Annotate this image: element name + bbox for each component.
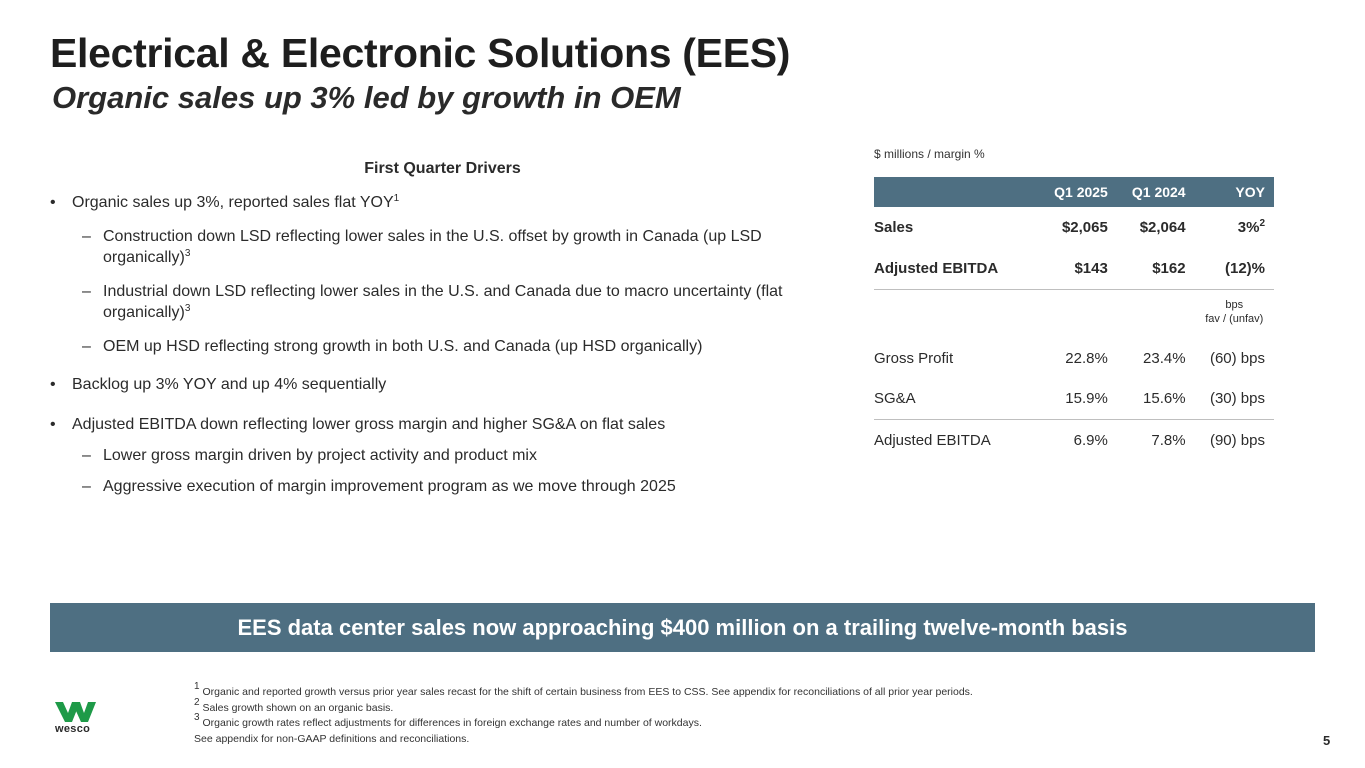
cell-yoy: (90) bps	[1195, 420, 1274, 462]
cell-yoy: (12)%	[1224, 260, 1265, 277]
cell-q1-2025: $2,065	[1061, 219, 1108, 236]
sub-bullet-text: OEM up HSD reflecting strong growth in both U.S. and Canada (up HSD organically)	[103, 338, 703, 355]
footnote-1	[194, 681, 973, 701]
footnote-ref: 1	[393, 193, 400, 204]
footnote-2	[194, 696, 973, 717]
footnote-3	[194, 712, 973, 732]
highlight-banner: EES data center sales now approaching $400 million on a trailing twelve-month basis	[50, 603, 1315, 652]
bullet-backlog	[50, 374, 840, 395]
cell-q1-2025: 15.9%	[1065, 390, 1108, 407]
cell-yoy	[1195, 207, 1274, 248]
empty-cell	[874, 290, 1039, 339]
cell-yoy: (30) bps	[1209, 390, 1265, 407]
cell-q1-2024: 7.8%	[1117, 420, 1195, 462]
footnote-ref: 3	[184, 248, 191, 259]
sub-bullet-oem	[50, 336, 840, 357]
footnote-text: Sales growth shown on an organic basis.	[202, 701, 394, 714]
cell-yoy-value: 3%	[1237, 219, 1260, 236]
cell-q1-2025: 22.8%	[1065, 349, 1108, 367]
bps-label-line2: fav / (unfav)	[1205, 313, 1264, 325]
cell-q1-2024: $2,064	[1139, 219, 1186, 236]
header-cell: Q1 2024	[1117, 177, 1195, 207]
table-row-adjusted-ebitda	[874, 248, 1274, 290]
sub-bullet-text: Aggressive execution of margin improvement program as we move through 2025	[103, 478, 676, 495]
bps-label	[1195, 290, 1274, 339]
wesco-logo-icon	[55, 702, 97, 722]
cell-q1-2024: $162	[1152, 260, 1186, 277]
footnote-number: 3	[194, 712, 200, 723]
row-label: Adjusted EBITDA	[874, 420, 1039, 462]
cell-q1-2025: 6.9%	[1039, 420, 1117, 462]
page-number: 5	[1323, 733, 1331, 748]
sub-bullet-text: Industrial down LSD reflecting lower sales in the U.S. and Canada due to macro uncertainty (flat organically)	[103, 283, 783, 321]
footnote-4: See appendix for non-GAAP definitions and reconciliations.	[194, 732, 470, 745]
row-label: Sales	[874, 219, 914, 236]
header-cell: Q1 2025	[1039, 177, 1117, 207]
bullet-organic-sales	[50, 192, 840, 213]
sub-bullet-text: Construction down LSD reflecting lower sales in the U.S. offset by growth in Canada (up LSD organically)	[103, 228, 762, 266]
bullet-text: Backlog up 3% YOY and up 4% sequentially	[72, 376, 387, 393]
table-row-sales	[874, 207, 1274, 248]
footnote-ref: 2	[1259, 218, 1265, 229]
cell-q1-2024: 15.6%	[1143, 390, 1186, 407]
sub-bullet-industrial	[50, 281, 840, 323]
wesco-logo	[55, 702, 99, 735]
footnote-number: 2	[194, 696, 200, 708]
page-title: Electrical & Electronic Solutions (EES)	[50, 30, 791, 76]
sub-bullet-construction	[50, 226, 840, 268]
empty-cell	[1039, 290, 1117, 339]
row-label: SG&A	[874, 390, 916, 407]
table-header-row	[874, 177, 1274, 207]
footnote-text: Organic growth rates reflect adjustments for differences in foreign exchange rates and number of workdays.	[202, 717, 702, 729]
footnote-number: 1	[194, 681, 200, 692]
page-subtitle: Organic sales up 3% led by growth in OEM	[52, 80, 681, 115]
bullet-text: Organic sales up 3%, reported sales flat YOY	[72, 194, 394, 211]
empty-cell	[1117, 290, 1195, 339]
cell-q1-2024: 23.4%	[1143, 349, 1186, 367]
table-row-ebitda-margin	[874, 420, 1274, 462]
sub-bullet-margin-program	[50, 476, 840, 497]
cell-yoy: (60) bps	[1209, 349, 1265, 367]
cell-q1-2025: $143	[1074, 260, 1108, 277]
footnote-ref: 3	[184, 303, 191, 314]
footnotes	[194, 681, 973, 747]
table-row-gross-profit	[874, 338, 1274, 378]
header-cell: YOY	[1195, 177, 1274, 207]
footnote-text: Organic and reported growth versus prior year sales recast for the shift of certain business from EES to CSS. See appendix for reconciliations of all prior year periods.	[202, 686, 973, 698]
wesco-logo-text: wesco	[55, 723, 91, 735]
row-label: Gross Profit	[874, 349, 954, 367]
row-label: Adjusted EBITDA	[874, 260, 999, 277]
table-units: $ millions / margin %	[874, 147, 985, 161]
drivers-heading: First Quarter Drivers	[364, 160, 521, 177]
financial-table	[874, 177, 1274, 461]
table-row-sga	[874, 378, 1274, 420]
bps-label-line1: bps	[1225, 299, 1244, 311]
sub-bullet-gross-margin	[50, 445, 840, 466]
first-quarter-drivers	[50, 160, 840, 497]
header-cell	[874, 177, 1039, 207]
table-row-bps-label	[874, 290, 1274, 339]
bullet-text: Adjusted EBITDA down reflecting lower gross margin and higher SG&A on flat sales	[72, 416, 666, 433]
sub-bullet-text: Lower gross margin driven by project activity and product mix	[103, 447, 537, 464]
bullet-adjusted-ebitda	[50, 414, 840, 435]
